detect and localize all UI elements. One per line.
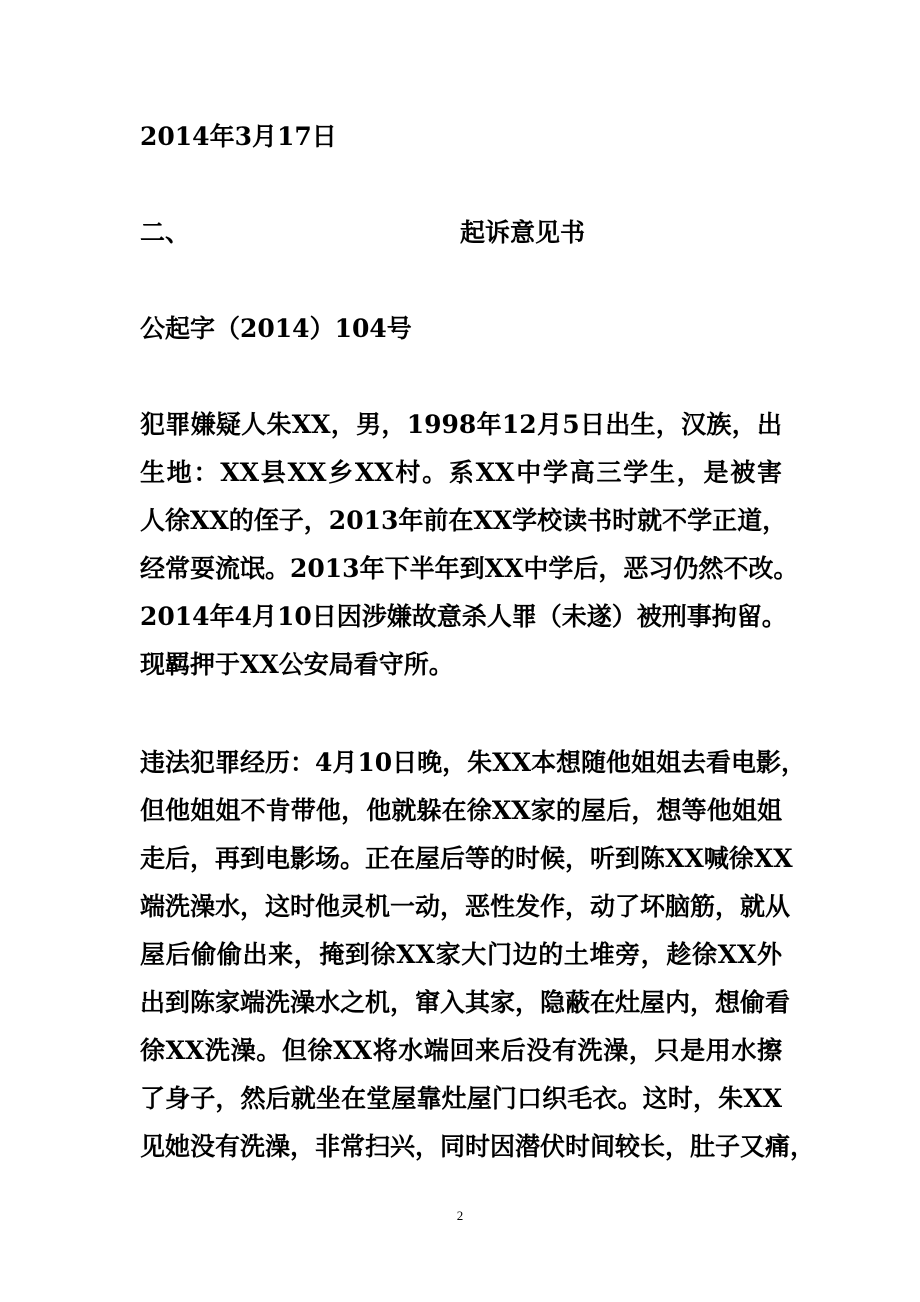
paragraph-line: 犯罪嫌疑人朱XX，男，1998年12月5日出生，汉族，出	[140, 410, 782, 439]
section-title: 起诉意见书	[460, 218, 586, 247]
paragraph-line: 了身子，然后就坐在堂屋靠灶屋门口织毛衣。这时，朱XX	[140, 1084, 782, 1113]
date-line: 2014年3月17日	[140, 122, 337, 151]
paragraph-line: 端洗澡水，这时他灵机一动，恶性发作，动了坏脑筋，就从	[140, 892, 791, 921]
paragraph-line: 走后，再到电影场。正在屋后等的时候，听到陈XX喊徐XX	[140, 844, 793, 873]
paragraph-line: 违法犯罪经历：4月10日晚，朱XX本想随他姐姐去看电影，	[140, 748, 806, 777]
paragraph-line: 徐XX洗澡。但徐XX将水端回来后没有洗澡，只是用水擦	[140, 1036, 782, 1065]
paragraph-line: 2014年4月10日因涉嫌故意杀人罪（未遂）被刑事拘留。	[140, 602, 787, 631]
paragraph-line: 屋后偷偷出来，掩到徐XX家大门边的土堆旁，趁徐XX外	[140, 940, 782, 969]
paragraph-line: 经常耍流氓。2013年下半年到XX中学后，恶习仍然不改。	[140, 554, 799, 583]
suspect-info-paragraph	[140, 401, 799, 689]
document-number: 公起字（2014）104号	[140, 314, 412, 343]
paragraph-line: 见她没有洗澡，非常扫兴，同时因潜伏时间较长，肚子又痛，	[140, 1132, 816, 1161]
crime-history-paragraph	[140, 739, 816, 1171]
paragraph-line: 人徐XX的侄子，2013年前在XX学校读书时就不学正道，	[140, 506, 788, 535]
page-number: 2	[456, 1208, 464, 1223]
paragraph-line: 生地：XX县XX乡XX村。系XX中学高三学生，是被害	[140, 458, 782, 487]
section-number: 二、	[140, 218, 191, 247]
paragraph-line: 但他姐姐不肯带他，他就躲在徐XX家的屋后，想等他姐姐	[140, 796, 782, 825]
paragraph-line: 出到陈家端洗澡水之机，窜入其家，隐蔽在灶屋内，想偷看	[140, 988, 791, 1017]
paragraph-line: 现羁押于XX公安局看守所。	[140, 650, 454, 679]
